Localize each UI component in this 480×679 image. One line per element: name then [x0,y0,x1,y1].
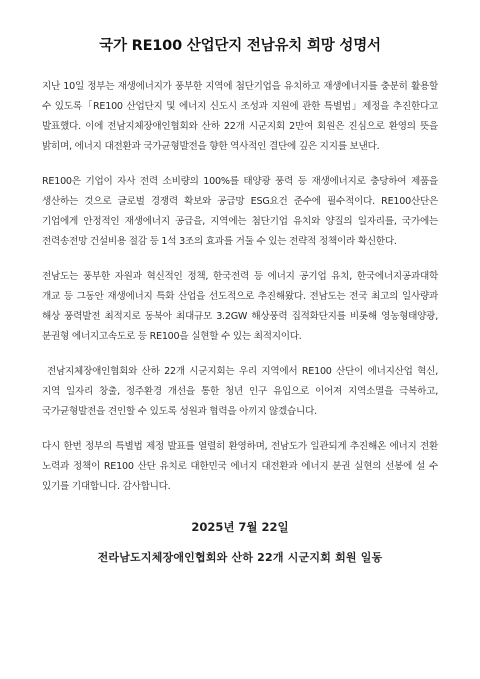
paragraph-3: 전남도는 풍부한 자원과 혁신적인 정책, 한국전력 등 에너지 공기업 유치, 한국에너지공과대학 개교 등 그동안 재생에너지 특화 산업을 선도적으로 추진해왔다. 전남도는 전국 최고의 일사량과 해상 풍력발전 최적지로 동북아 최대규모 3.2GW 해상풍력 집적화단지를 비롯해 영농형태양광, 분권형 에너지고속도로 등 RE100을 실현할 수 있는 최적지이다. [42,271,438,342]
document-signature: 전라남도지체장애인협회와 산하 22개 시군지회 회원 일동 [97,551,383,564]
paragraph-2: RE100은 기업이 자사 전력 소비량의 100%를 태양광 풍력 등 재생에너지로 충당하여 제품을 생산하는 것으로 글로벌 경쟁력 확보와 공급망 ESG요건 준수에 필수적이다. RE100산단은 기업에게 안정적인 재생에너지 공급을, 지역에는 첨단기업 유치와 양질의 일자리를, 국가에는 전력송전망 건설비용 절감 등 1석 3조의 효과를 거둘 수 있는 전략적 정책이라 확신한다. [42,176,438,247]
document-date: 2025년 7월 22일 [191,520,289,534]
paragraph-4: 전남지체장애인협회와 산하 22개 시군지회는 우리 지역에서 RE100 산단이 에너지산업 혁신, 지역 일자리 창출, 정주환경 개선을 통한 청년 인구 유입으로 이어져 지역소멸을 극복하고, 국가균형발전을 견인할 수 있도록 성원과 협력을 아끼지 않겠습니다. [42,366,438,417]
document-title: 국가 RE100 산업단지 전남유치 희망 성명서 [99,38,381,54]
paragraph-5: 다시 한번 정부의 특별법 제정 발표를 열렬히 환영하며, 전남도가 일관되게 추진해온 에너지 전환 노력과 정책이 RE100 산단 유치로 대한민국 에너지 대전환과 에너지 분권 실현의 선봉에 설 수 있기를 기대합니다. 감사합니다. [42,441,438,492]
paragraph-1: 지난 10일 정부는 재생에너지가 풍부한 지역에 첨단기업을 유치하고 재생에너지를 충분히 활용할 수 있도록「RE100 산업단지 및 에너지 신도시 조성과 지원에 관한 특별법」제정을 추진한다고 발표했다. 이에 전남지체장애인협회와 산하 22개 시군지회 2만여 회원은 진심으로 환영의 뜻을 밝히며, 에너지 대전환과 국가균형발전을 향한 역사적인 결단에 깊은 지지를 보낸다. [42,81,438,152]
